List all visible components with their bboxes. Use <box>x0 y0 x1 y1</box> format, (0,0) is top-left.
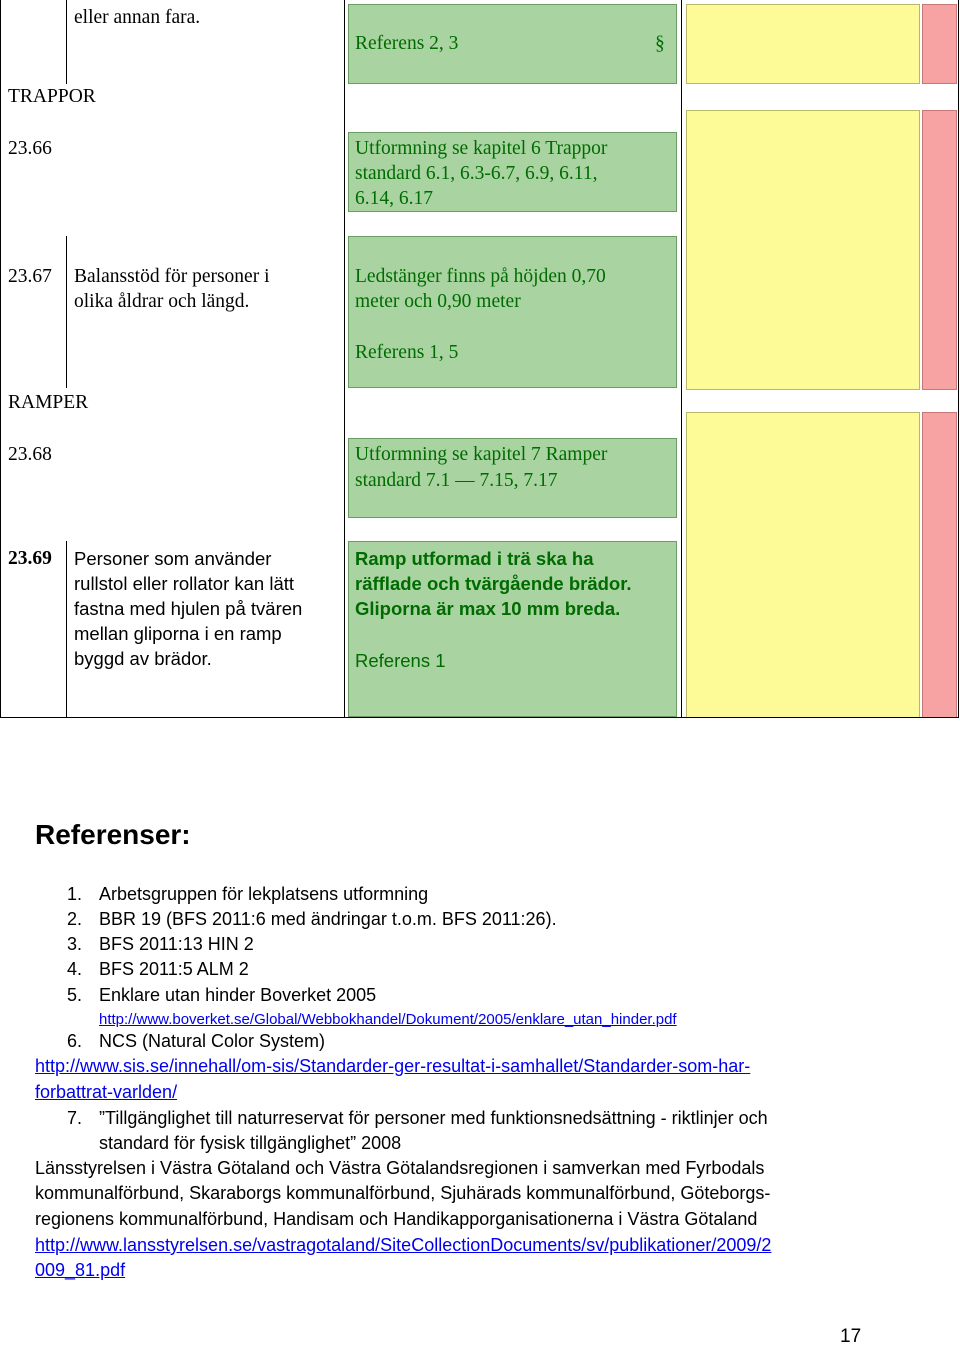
list-number: 2. <box>67 909 83 929</box>
table-border <box>66 0 67 84</box>
description-text: fastna med hjulen på tvären <box>74 598 303 619</box>
description-text: rullstol eller rollator kan lätt <box>74 573 295 594</box>
description-text: mellan gliporna i en ramp <box>74 623 282 644</box>
list-number: 5. <box>67 985 83 1005</box>
table-border <box>0 0 1 718</box>
requirement-text: standard 6.1, 6.3-6.7, 6.9, 6.11, <box>355 163 598 184</box>
body-text: regionens kommunalförbund, Handisam och Handikapporganisationerna i Västra Götaland <box>35 1209 758 1229</box>
list-number: 7. <box>67 1108 83 1128</box>
requirement-text: Utformning se kapitel 6 Trappor <box>355 138 608 159</box>
link-text[interactable]: http://www.lansstyrelsen.se/vastragotaland/SiteCollectionDocuments/sv/publikationer/2009/2 <box>35 1235 772 1255</box>
reference-link[interactable] <box>35 1080 177 1104</box>
list-number: 4. <box>67 959 83 979</box>
description-text: Balansstöd för personer i <box>74 266 270 287</box>
list-text: Arbetsgruppen för lekplatsens utformning <box>99 884 429 904</box>
row-number: 23.68 <box>8 444 52 465</box>
link-text[interactable]: http://www.boverket.se/Global/Webbokhandel/Dokument/2005/enklare_utan_hinder.pdf <box>99 1011 677 1028</box>
requirement-text: räfflade och tvärgående brädor. <box>355 573 632 594</box>
description-text: byggd av brädor. <box>74 648 212 669</box>
page-number: 17 <box>840 1326 862 1347</box>
references-heading: Referenser: <box>35 819 191 850</box>
list-text: BBR 19 (BFS 2011:6 med ändringar t.o.m. BFS 2011:26). <box>99 909 557 929</box>
description-text: olika åldrar och längd. <box>74 291 250 312</box>
list-number: 3. <box>67 934 83 954</box>
link-text[interactable]: forbattrat-varlden/ <box>35 1082 178 1102</box>
status-cell-yellow[interactable] <box>686 4 920 84</box>
requirement-text: 6.14, 6.17 <box>355 188 433 209</box>
reference-link[interactable] <box>35 1054 750 1078</box>
status-cell-red[interactable] <box>922 110 957 390</box>
table-border <box>344 0 345 718</box>
table-border <box>66 541 67 718</box>
table-border <box>681 0 682 718</box>
status-cell-yellow[interactable] <box>686 412 920 718</box>
row-number: 23.67 <box>8 266 52 287</box>
table-border <box>958 0 959 718</box>
list-text: BFS 2011:13 HIN 2 <box>99 934 254 954</box>
table-border <box>66 236 67 388</box>
link-text[interactable]: 009_81.pdf <box>35 1260 126 1280</box>
paragraph-sign-icon: § <box>655 33 665 54</box>
row-number: 23.66 <box>8 138 52 159</box>
list-text: standard för fysisk tillgänglighet” 2008 <box>99 1133 402 1153</box>
requirement-text: meter och 0,90 meter <box>355 291 521 312</box>
reference-link[interactable] <box>35 1233 771 1257</box>
list-number: 1. <box>67 884 83 904</box>
status-cell-red[interactable] <box>922 4 957 84</box>
row-number: 23.69 <box>8 548 52 569</box>
requirement-text: Gliporna är max 10 mm breda. <box>355 598 621 619</box>
requirement-text: Ledstänger finns på höjden 0,70 <box>355 266 606 287</box>
requirement-text: Utformning se kapitel 7 Ramper <box>355 444 608 465</box>
table-border <box>0 717 959 718</box>
requirement-text: standard 7.1 — 7.15, 7.17 <box>355 470 558 491</box>
description-text: Personer som använder <box>74 548 272 569</box>
requirement-text: Ramp utformad i trä ska ha <box>355 548 594 569</box>
status-cell-yellow[interactable] <box>686 110 920 390</box>
status-cell-red[interactable] <box>922 412 957 718</box>
description-text: eller annan fara. <box>74 7 201 28</box>
reference-text: Referens 2, 3 <box>355 33 459 54</box>
body-text: Länsstyrelsen i Västra Götaland och Västra Götalandsregionen i samverkan med Fyrbodals <box>35 1158 765 1178</box>
reference-link[interactable] <box>35 1258 125 1282</box>
body-text: kommunalförbund, Skaraborgs kommunalförbund, Sjuhärads kommunalförbund, Göteborgs- <box>35 1183 771 1203</box>
reference-text: Referens 1 <box>355 650 446 671</box>
list-text: BFS 2011:5 ALM 2 <box>99 959 249 979</box>
list-text: NCS (Natural Color System) <box>99 1031 326 1051</box>
list-number: 6. <box>67 1031 83 1051</box>
link-text[interactable]: http://www.sis.se/innehall/om-sis/Standarder-ger-resultat-i-samhallet/Standarder-som-har- <box>35 1056 751 1076</box>
list-text: Enklare utan hinder Boverket 2005 <box>99 985 377 1005</box>
section-heading-trappor: TRAPPOR <box>8 86 96 107</box>
list-text: ”Tillgänglighet till naturreservat för personer med funktionsnedsättning - riktlinjer och <box>99 1108 768 1128</box>
section-heading-ramper: RAMPER <box>8 392 89 413</box>
reference-text: Referens 1, 5 <box>355 342 459 363</box>
